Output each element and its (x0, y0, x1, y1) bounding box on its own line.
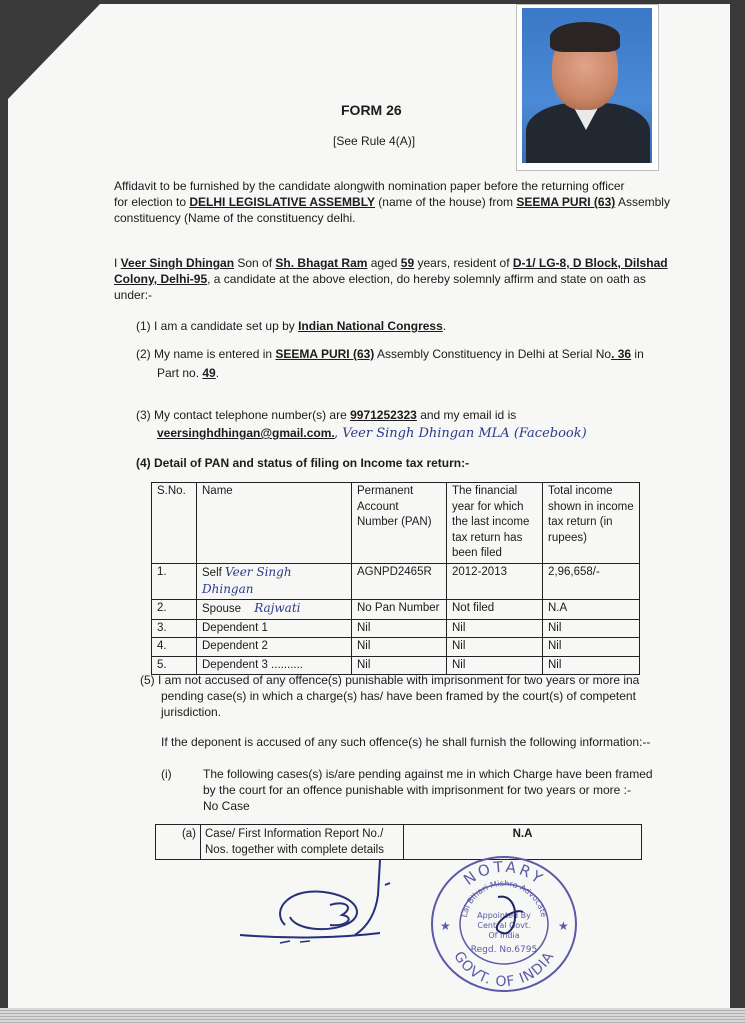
row-pan: AGNPD2465R (352, 564, 447, 600)
form-rule: [See Rule 4(A)] (333, 134, 416, 148)
row-income: Nil (543, 656, 640, 675)
row-pan: Nil (352, 638, 447, 657)
declaration-line-2: Colony, Delhi-95, a candidate at the above election, do hereby solemnly affirm and state on oath as (114, 272, 646, 286)
item-2-line-2: Part no. 49. (157, 366, 220, 380)
table-row (152, 600, 640, 620)
form-title: FORM 26 (341, 102, 402, 118)
row-sno: 1. (152, 564, 197, 600)
notary-seal (428, 852, 580, 994)
seal-regd: Regd. No.6795 (470, 945, 538, 955)
intro-line-3: constituency (Name of the constituency delhi. (114, 211, 356, 225)
candidate-photo (516, 4, 659, 171)
row-income: Nil (543, 638, 640, 657)
sub-item-i-line-1: The following cases(s) is/are pending against me in which Charge have been framed (203, 767, 653, 781)
item-3-line-1: (3) My contact telephone number(s) are 9971252323 and my email id is (136, 408, 517, 422)
handwritten-name: Veer Singh Dhingan (202, 565, 292, 596)
row-name: Spouse Rajwati (197, 600, 352, 620)
row-year: Nil (447, 619, 543, 638)
row-income: Nil (543, 619, 640, 638)
header-financial-year: The financial year for which the last income tax return has been filed (447, 483, 543, 564)
row-income: N.A (543, 600, 640, 620)
deponent-note: If the deponent is accused of any such offence(s) he shall furnish the following information:-- (161, 735, 651, 749)
row-pan: Nil (352, 619, 447, 638)
row-name: Dependent 3 .......... (197, 656, 352, 675)
row-year: Not filed (447, 600, 543, 620)
header-pan: Permanent Account Number (PAN) (352, 483, 447, 564)
declaration-line-1: I Veer Singh Dhingan Son of Sh. Bhagat Ram aged 59 years, resident of D-1/ LG-8, D Block, Dilshad (114, 256, 668, 270)
declaration-line-3: under:- (114, 288, 153, 302)
handwritten-facebook-note: , Veer Singh Dhingan MLA (Facebook) (334, 426, 587, 441)
seal-bottom-text: GOVT. OF INDIA (450, 948, 558, 991)
header-total-income: Total income shown in income tax return (in rupees) (543, 483, 640, 564)
row-year: 2012-2013 (447, 564, 543, 600)
seal-star-icon: ★ (440, 919, 451, 933)
row-pan: Nil (352, 656, 447, 675)
pan-details-table (151, 482, 640, 675)
row-income: 2,96,658/- (543, 564, 640, 600)
seal-line-1: Appointed By (477, 911, 531, 920)
intro-line-2: for election to DELHI LEGISLATIVE ASSEMBLY (name of the house) from SEEMA PURI (63) Assembly (114, 195, 670, 209)
seal-line-3: Of India (488, 931, 520, 940)
row-sno: 4. (152, 638, 197, 657)
seal-line-2: Central Govt. (477, 921, 531, 930)
handwritten-name: Rajwati (254, 601, 301, 615)
item-1: (1) I am a candidate set up by Indian National Congress. (136, 319, 447, 333)
sub-item-i-label: (i) (161, 767, 172, 781)
header-sno: S.No. (152, 483, 197, 564)
row-name: Dependent 1 (197, 619, 352, 638)
intro-line-1: Affidavit to be furnished by the candidate alongwith nomination paper before the returning officer (114, 179, 625, 193)
row-sno: 3. (152, 619, 197, 638)
table-row (152, 619, 640, 638)
row-name: Self Veer Singh Dhingan (197, 564, 352, 600)
item-5-line-1: (5) I am not accused of any offence(s) punishable with imprisonment for two years or more ina (140, 673, 640, 687)
row-pan: No Pan Number (352, 600, 447, 620)
row-sno: 2. (152, 600, 197, 620)
item-5-line-2: pending case(s) in which a charge(s) has/ have been framed by the court(s) of competent (161, 689, 636, 703)
case-description: Case/ First Information Report No./ Nos. together with complete details (201, 825, 404, 860)
case-value: N.A (404, 825, 642, 860)
table-header-row (152, 483, 640, 564)
stacked-page-edges (0, 1008, 745, 1024)
seal-star-icon: ★ (558, 919, 569, 933)
sub-item-i-line-3: No Case (203, 799, 250, 813)
seal-top-text: NOTARY (460, 857, 548, 889)
row-sno: 5. (152, 656, 197, 675)
table-row (152, 638, 640, 657)
item-5-line-3: jurisdiction. (161, 705, 222, 719)
table-row (152, 564, 640, 600)
sub-item-i-line-2: by the court for an offence punishable with imprisonment for two years or more :- (203, 783, 631, 797)
case-label: (a) (156, 825, 201, 860)
item-4-heading: (4) Detail of PAN and status of filing on Income tax return:- (136, 456, 470, 470)
row-name: Dependent 2 (197, 638, 352, 657)
header-name: Name (197, 483, 352, 564)
deponent-signature (230, 855, 400, 950)
row-year: Nil (447, 638, 543, 657)
item-3-line-2: veersinghdhingan@gmail.com. (157, 426, 335, 440)
row-year: Nil (447, 656, 543, 675)
item-2-line-1: (2) My name is entered in SEEMA PURI (63) Assembly Constituency in Delhi at Serial No. 36 in (136, 347, 644, 361)
seal-name-text: Lal Bihari Mishra Advocate (459, 878, 549, 919)
